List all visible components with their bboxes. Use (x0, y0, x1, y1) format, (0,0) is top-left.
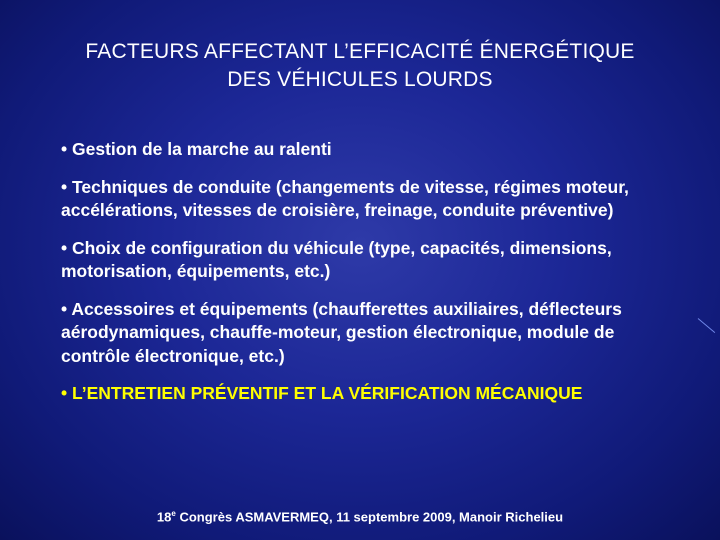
footer-text: Congrès ASMAVERMEQ, 11 septembre 2009, Manoir Richelieu (175, 509, 564, 525)
decorative-line (698, 318, 715, 333)
bullet-item-idle-management: • Gestion de la marche au ralenti (61, 139, 332, 159)
bullet-item-accessories: • Accessoires et équipements (chaufferettes auxiliaires, déflecteurs aérodynamiques, chauffe-moteur, gestion électronique, module de contrôle électronique, etc.) (61, 298, 622, 366)
footer-superscript: e (171, 509, 176, 518)
bullet-item-preventive-maintenance: • L’ENTRETIEN PRÉVENTIF ET LA VÉRIFICATION MÉCANIQUE (61, 383, 583, 403)
slide-title-line-2: DES VÉHICULES LOURDS (227, 68, 493, 91)
slide-title-line-1: FACTEURS AFFECTANT L’EFFICACITÉ ÉNERGÉTIQUE (85, 40, 635, 63)
footer-number: 18 (156, 509, 172, 525)
bullet-item-driving-techniques: • Techniques de conduite (changements de vitesse, régimes moteur, accélérations, vitesses de croisière, freinage, conduite préventive) (61, 176, 629, 220)
slide-footer (0, 505, 720, 526)
slide-title (20, 38, 700, 94)
bullet-list (61, 138, 681, 420)
bullet-item-vehicle-configuration: • Choix de configuration du véhicule (type, capacités, dimensions, motorisation, équipements, etc.) (61, 237, 612, 281)
